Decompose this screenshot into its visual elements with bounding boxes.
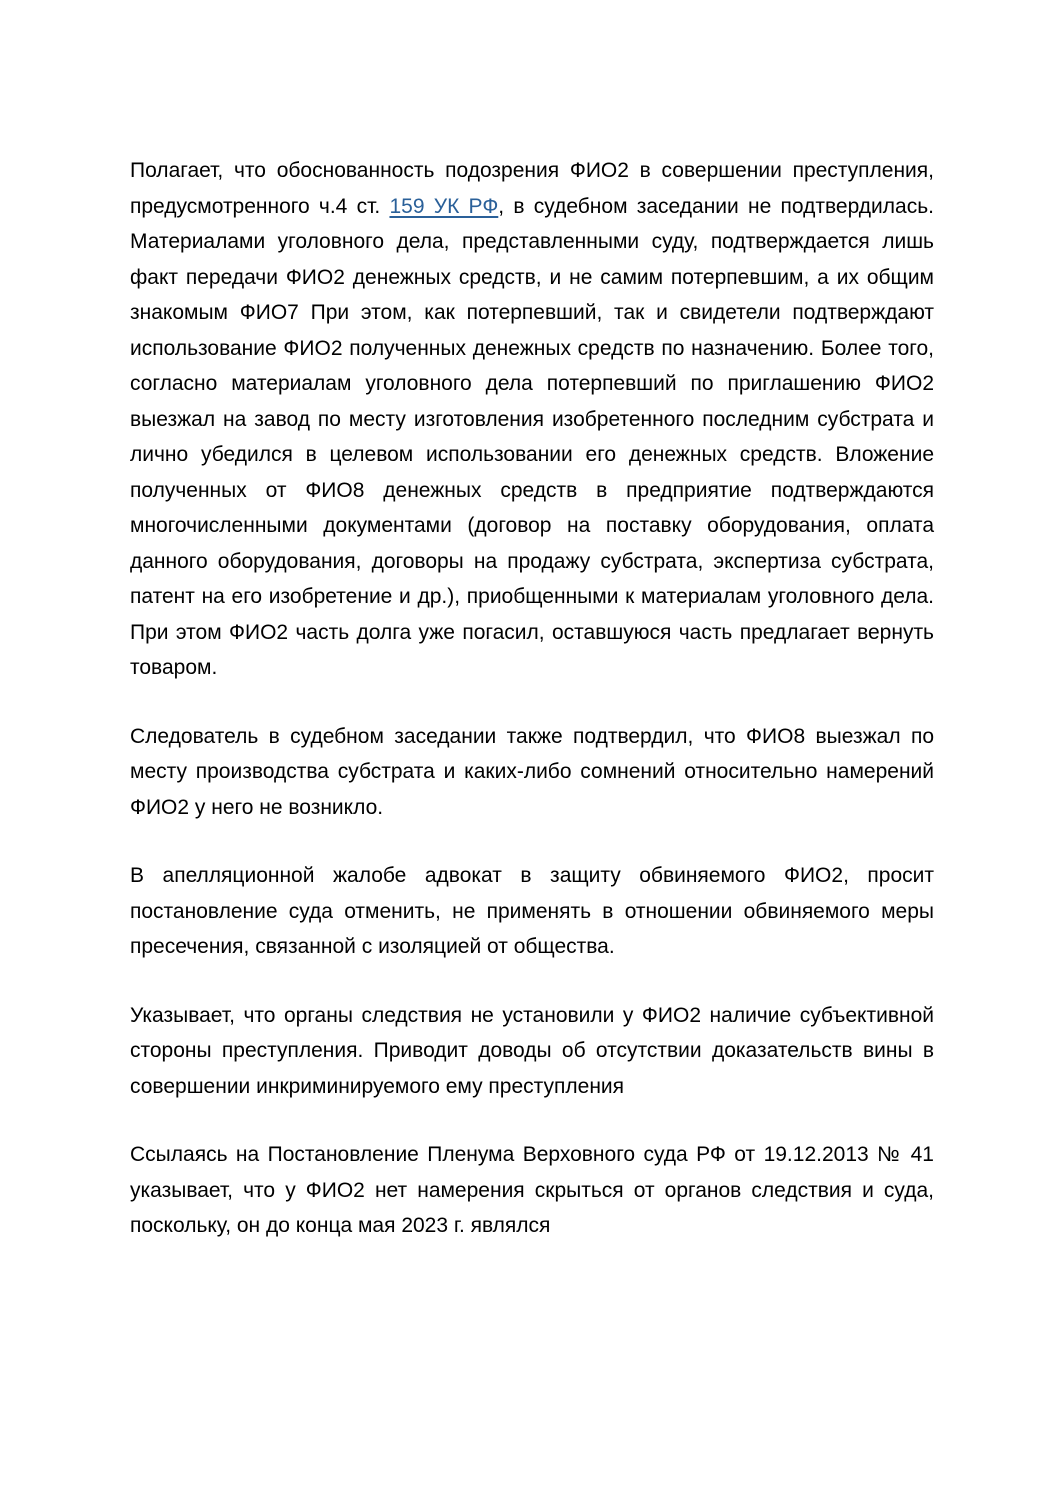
paragraph-investigator-statement: Следователь в судебном заседании также подтвердил, что ФИО8 выезжал по месту производства субстрата и каких-либо сомнений относительно намерений ФИО2 у него не возникло. (130, 724, 934, 819)
paragraph-appeal-request: В апелляционной жалобе адвокат в защиту обвиняемого ФИО2, просит постановление суда отменить, не применять в отношении обвиняемого меры пресечения, связанной с изоляцией от общества. (130, 864, 934, 958)
paragraph-text-after-link: , в судебном заседании не подтвердилась. Материалами уголовного дела, представленными суду, подтверждается лишь факт передачи ФИО2 денежных средств, и не самим потерпевшим, а их общим знакомым ФИО7 При этом, как потерпевший, так и свидетели подтверждают использование ФИО2 полученных денежных средств по назначению. Более того, согласно материалам уголовного дела потерпевший по приглашению ФИО2 выезжал на завод по месту изготовления изобретенного последним субстрата и лично убедился в целевом использовании его денежных средств. Вложение полученных от ФИО8 денежных средств в предприятие подтверждаются многочисленными документами (договор на поставку оборудования, оплата данного оборудования, договоры на продажу субстрата, экспертиза субстрата, патент на его изобретение и др.), приобщенными к материалам уголовного дела. При этом ФИО2 часть долга уже погасил, оставшуюся часть предлагает вернуть товаром. (130, 194, 934, 679)
paragraph-plenum-reference: Ссылаясь на Постановление Пленума Верховного суда РФ от 19.12.2013 № 41 указывает, что у ФИО2 нет намерения скрыться от органов следствия и суда, поскольку, он до конца мая 2023 г. являлся (130, 1143, 934, 1237)
paragraph-no-subjective-side: Указывает, что органы следствия не установили у ФИО2 наличие субъективной стороны преступления. Приводит доводы об отсутствии доказательств вины в совершении инкриминируемого ему преступления (130, 1003, 934, 1098)
statute-link-159-uk-rf[interactable]: 159 УК РФ (389, 194, 499, 218)
paragraph-opinion-basis (130, 153, 934, 686)
paragraph-text-before-link: Полагает, что обоснованность подозрения ФИО2 в совершении преступления, предусмотренного ч.4 ст. (130, 159, 934, 218)
